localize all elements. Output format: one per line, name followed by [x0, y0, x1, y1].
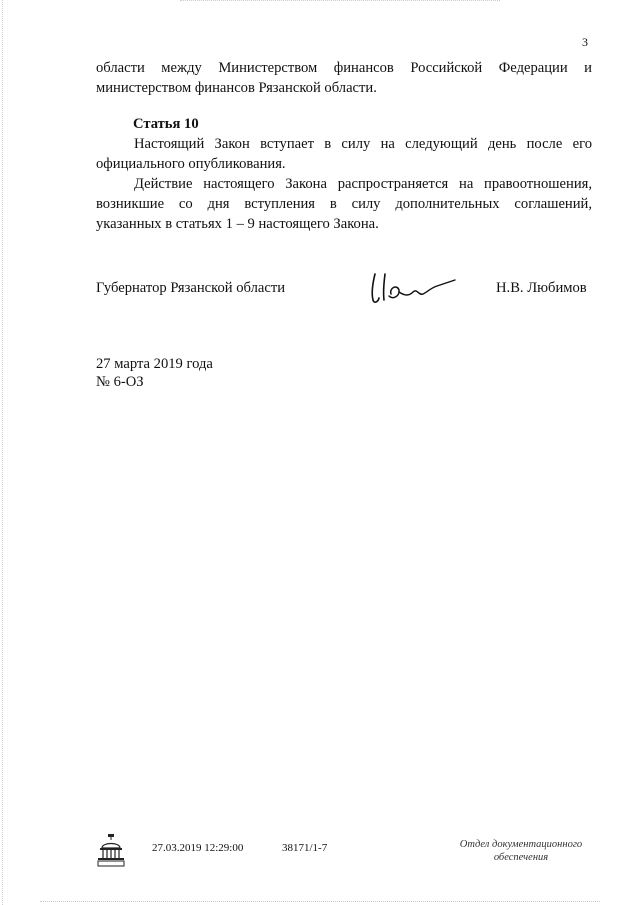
- paragraph-line: указанных в статьях 1 – 9 настоящего Закона.: [96, 216, 379, 232]
- scan-edge-bottom: [40, 899, 600, 902]
- article-heading: Статья 10: [133, 116, 199, 132]
- adoption-date: 27 марта 2019 года: [96, 356, 213, 372]
- paragraph-ministries: [96, 58, 592, 98]
- signatory-title: Губернатор Рязанской области: [96, 280, 286, 296]
- paragraph-scope: [96, 174, 592, 234]
- paragraph-line: Настоящий Закон вступает в силу на следующий день после его: [134, 136, 592, 152]
- signatory-name: Н.В. Любимов: [496, 280, 587, 296]
- paragraph-line: Действие настоящего Закона распространяется на правоотношения,: [134, 176, 592, 192]
- paragraph-entry-into-force: [96, 134, 592, 174]
- scan-edge-left: [2, 0, 6, 905]
- footer-department-line: обеспечения: [493, 852, 549, 863]
- footer-department-stamp: [446, 838, 596, 864]
- law-number: № 6-ОЗ: [96, 374, 144, 390]
- paragraph-line: области между Министерством финансов Российской Федерации и: [96, 60, 592, 76]
- duma-building-icon: [96, 832, 126, 868]
- paragraph-line: возникшие со дня вступления в силу дополнительных соглашений,: [96, 196, 592, 212]
- footer-registration-number: 38171/1-7: [282, 842, 328, 854]
- page-number: 3: [582, 35, 588, 49]
- footer-department-line: Отдел документационного: [459, 839, 583, 850]
- paragraph-line: министерством финансов Рязанской области.: [96, 80, 377, 96]
- scan-edge-top: [180, 0, 500, 3]
- paragraph-line: официального опубликования.: [96, 156, 286, 172]
- handwritten-signature: [365, 268, 460, 310]
- footer-timestamp: 27.03.2019 12:29:00: [152, 842, 244, 854]
